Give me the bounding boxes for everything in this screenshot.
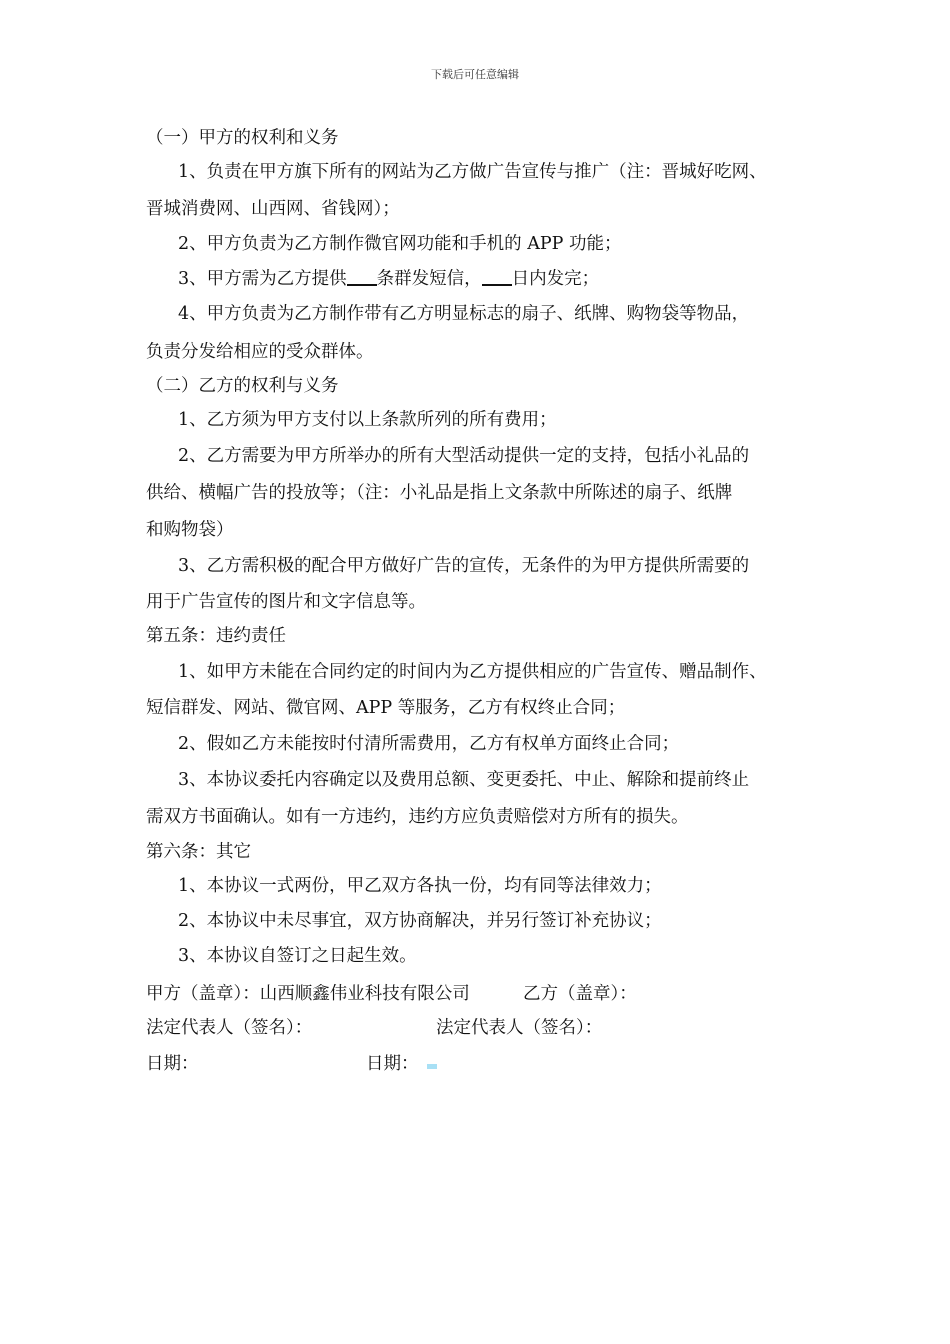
s1-item-4-line-1: 4、甲方负责为乙方制作带有乙方明显标志的扇子、纸牌、购物袋等物品， [178, 304, 750, 324]
section-6-title: 第六条：其它 [146, 842, 251, 862]
s1-item-3-mid: 条群发短信， [376, 269, 482, 289]
s1-item-1-line-1: 1、负责在甲方旗下所有的网站为乙方做广告宣传与推广（注：晋城好吃网、 [178, 162, 767, 182]
blank-days [482, 268, 512, 286]
page-header: 下载后可任意编辑 [431, 68, 519, 81]
party-a-date: 日期： [146, 1054, 199, 1074]
party-a-seal: 甲方（盖章）：山西顺鑫伟业科技有限公司 [146, 984, 470, 1004]
cursor-marker [427, 1064, 437, 1069]
section-5-title: 第五条：违约责任 [146, 626, 286, 646]
s6-item-3: 3、本协议自签订之日起生效。 [178, 946, 417, 966]
s2-item-3-line-1: 3、乙方需积极的配合甲方做好广告的宣传，无条件的为甲方提供所需要的 [178, 556, 750, 576]
party-b-representative: 法定代表人（签名）： [436, 1018, 603, 1038]
section-1-title: （一）甲方的权利和义务 [146, 128, 339, 148]
s6-item-2: 2、本协议中未尽事宜，双方协商解决，并另行签订补充协议； [178, 911, 662, 931]
s2-item-3-line-2: 用于广告宣传的图片和文字信息等。 [146, 592, 426, 612]
s5-item-3-line-2: 需双方书面确认。如有一方违约，违约方应负责赔偿对方所有的损失。 [146, 807, 689, 827]
section-2-title: （二）乙方的权利与义务 [146, 376, 339, 396]
party-b-date: 日期： [366, 1054, 419, 1074]
party-b-seal: 乙方（盖章）： [523, 984, 637, 1004]
s1-item-3-pre: 3、甲方需为乙方提供 [178, 269, 347, 289]
s2-item-2-line-2: 供给、横幅广告的投放等；（注：小礼品是指上文条款中所陈述的扇子、纸牌 [146, 483, 733, 503]
s5-item-2: 2、假如乙方未能按时付清所需费用，乙方有权单方面终止合同； [178, 734, 680, 754]
s1-item-1-line-2: 晋城消费网、山西网、省钱网）； [146, 199, 400, 219]
s1-item-4-line-2: 负责分发给相应的受众群体。 [146, 342, 374, 362]
s2-item-2-line-1: 2、乙方需要为甲方所举办的所有大型活动提供一定的支持，包括小礼品的 [178, 446, 750, 466]
s6-item-1: 1、本协议一式两份，甲乙双方各执一份，均有同等法律效力； [178, 876, 662, 896]
party-a-representative: 法定代表人（签名）： [146, 1018, 313, 1038]
s5-item-3-line-1: 3、本协议委托内容确定以及费用总额、变更委托、中止、解除和提前终止 [178, 770, 750, 790]
s1-item-3-post: 日内发完； [511, 269, 600, 289]
blank-count [347, 268, 377, 286]
s1-item-2: 2、甲方负责为乙方制作微官网功能和手机的 APP 功能； [178, 234, 622, 254]
s5-item-1-line-1: 1、如甲方未能在合同约定的时间内为乙方提供相应的广告宣传、赠品制作、 [178, 662, 767, 682]
s2-item-2-line-3: 和购物袋） [146, 520, 234, 540]
s2-item-1: 1、乙方须为甲方支付以上条款所列的所有费用； [178, 410, 557, 430]
s1-item-3 [178, 268, 599, 289]
s5-item-1-line-2: 短信群发、网站、微官网、APP 等服务，乙方有权终止合同； [146, 698, 626, 718]
